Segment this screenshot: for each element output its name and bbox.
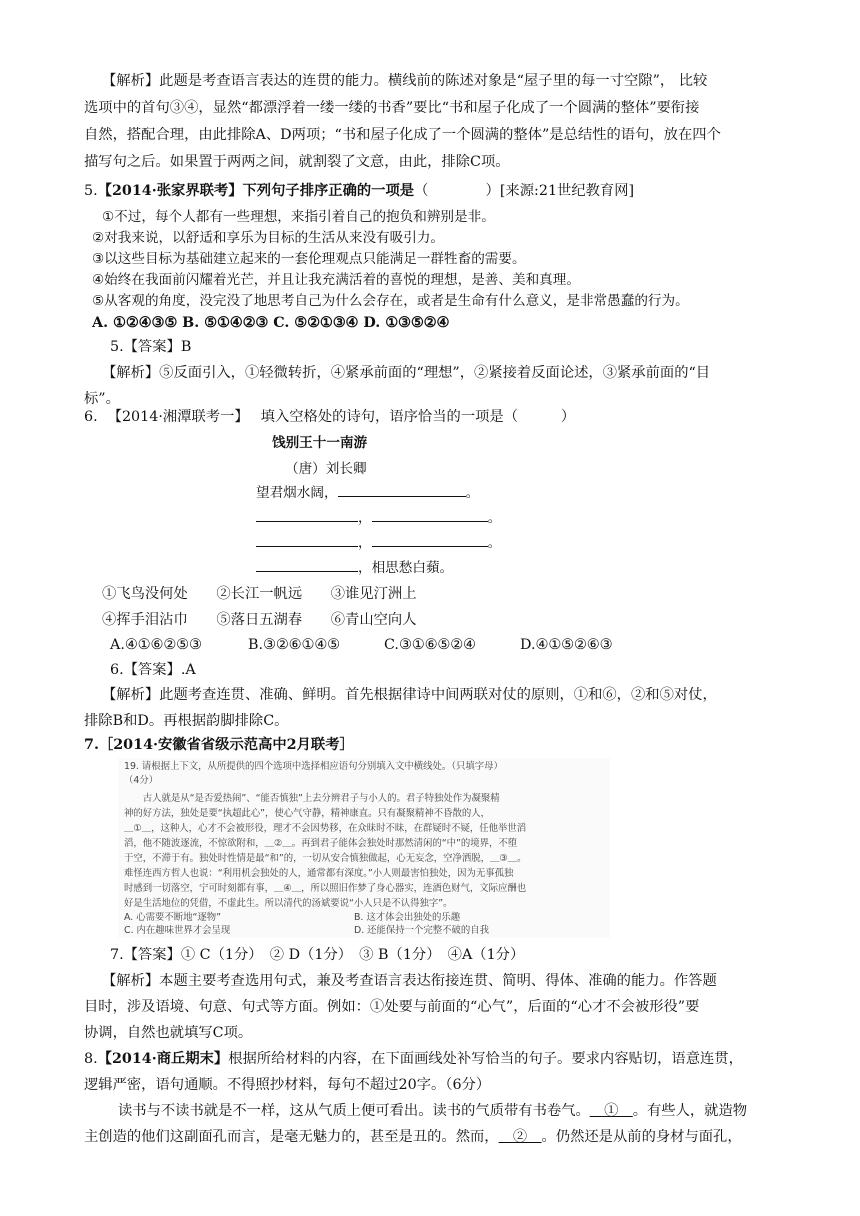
question-8-text-part: 读书与不读书就是不一样，这从气质上便可看出。读书的气质带有书卷气。 bbox=[118, 1103, 590, 1119]
intro-analysis-line: 自然，搭配合理，由此排除A、D两项；“书和屋子化成了一个圆满的整体”是总结性的语句，放在四个 bbox=[84, 127, 721, 143]
question-5-options: A. ①②④③⑤ B. ⑤①④②③ C. ⑤②①③④ D. ①③⑤②④ bbox=[92, 315, 450, 331]
question-8-prompt: 根据所给材料的内容，在下面画线处补写恰当的句子。要求内容贴切，语意连贯， bbox=[228, 1051, 743, 1067]
question-8-stem-cont: 逻辑严密，语句通顺。不得照抄材料，每句不超过20字。（6分） bbox=[84, 1077, 491, 1093]
question-6-option-b: B.③②⑥①④⑤ bbox=[248, 637, 340, 653]
scan-line: 19. 请根据上下文，从所提供的四个选项中选择相应语句分别填入文中横线处。（只填字母） bbox=[124, 761, 503, 772]
question-6-choices: ④挥手泪沾巾 ⑤落日五湖春 ⑥青山空向人 bbox=[102, 612, 417, 628]
question-6-choices: ①飞鸟没何处 ②长江一帆远 ③谁见汀洲上 bbox=[102, 586, 417, 602]
intro-analysis-line: 描写句之后。如果置于两两之间，就割裂了文意，由此，排除C项。 bbox=[84, 154, 510, 170]
question-8-source: 【2014·商丘期末】 bbox=[97, 1051, 229, 1067]
question-8-text-part: 。有些人，就造物 bbox=[632, 1103, 748, 1119]
question-6-analysis: 【解析】此题考查连贯、准确、鲜明。首先根据律诗中间两联对仗的原则，①和⑥，②和⑤对仗， bbox=[102, 687, 717, 703]
question-5-sentence: ②对我来说，以舒适和享乐为目标的生活从来没有吸引力。 bbox=[92, 230, 445, 246]
scan-line: 时感到一切落空，宁可时刻都有事，＿④＿，所以照旧作梦了身心器实，连酒色财气，文际应酬也 bbox=[124, 883, 527, 894]
scan-option: A. 心需要不断地“逐物” bbox=[124, 912, 221, 923]
question-7-header: 7.［2014·安徽省省级示范高中2月联考］ bbox=[84, 737, 354, 753]
scan-option: C. 内在趣味世界才会呈现 bbox=[124, 925, 231, 936]
poem-line-2 bbox=[256, 505, 501, 531]
question-5-source-note: [来源:21世纪教育网] bbox=[499, 183, 635, 199]
question-7-answer: 7.【答案】① C（1分） ② D（1分） ③ B（1分） ④A（1分） bbox=[110, 947, 525, 963]
scan-line: （4分） bbox=[124, 775, 159, 786]
scan-line: 滔，他不随波逐流，不惊欲附和，＿②＿。再到君子能体会独处时那然清闲的“中”的境界，不堕 bbox=[124, 838, 518, 849]
poem-blank bbox=[256, 507, 358, 522]
scan-option: B. 这才体会出独处的乐趣 bbox=[354, 912, 461, 923]
question-5-prompt: 下列句子排序正确的一项是 bbox=[242, 183, 415, 199]
poem-line-1 bbox=[256, 480, 479, 506]
intro-analysis-line: 选项中的首句③④，显然“都漂浮着一缕一缕的书香”要比“书和屋子化成了一个圆满的整体”要衔接 bbox=[84, 100, 700, 116]
scan-line: 于空，不滞于有。独处时性情是最“和”的，一切从安合慎独做起，心无妄念，空净洒脱，＿③＿。 bbox=[124, 853, 527, 864]
scanned-question-image bbox=[118, 758, 610, 938]
poem-line-1-text: 望君烟水阔， bbox=[256, 485, 338, 501]
scan-line: 古人就是从“是否爱热闹”、“能否慎独”上去分辨君子与小人的。君子特独处作为凝聚精 bbox=[124, 793, 500, 804]
question-7-analysis: 【解析】本题主要考查选用句式，兼及考查语言表达衔接连贯、简明、得体、准确的能力。作答题 bbox=[102, 973, 717, 989]
question-6-answer: 6.【答案】.A bbox=[110, 662, 196, 678]
intro-analysis-line: 【解析】此题是考查语言表达的连贯的能力。横线前的陈述对象是“屋子里的每一寸空隙”， 比较 bbox=[102, 73, 708, 89]
poem-line-4-text: ，相思愁白蘋。 bbox=[358, 560, 454, 576]
poem-punct: 。 bbox=[487, 510, 502, 526]
poem-blank bbox=[372, 507, 488, 522]
question-5-analysis: 标”。 bbox=[84, 391, 120, 407]
question-5-blank: （ ） bbox=[414, 183, 500, 199]
question-5-source: 【2014·张家界联考】 bbox=[97, 183, 243, 199]
question-8-text bbox=[118, 1098, 747, 1124]
question-6-option-d: D.④①⑤②⑥③ bbox=[520, 637, 613, 653]
question-5-sentence: ⑤从客观的角度，没完没了地思考自己为什么会存在，或者是生命有什么意义，是非常愚蠢的行为。 bbox=[92, 293, 689, 309]
poem-line-4 bbox=[256, 555, 453, 581]
scan-option: D. 还能保持一个完整不破的自我 bbox=[354, 925, 490, 936]
question-8-blank-1: ＿①＿ bbox=[589, 1103, 633, 1119]
question-8-blank-2: ＿②＿ bbox=[498, 1129, 542, 1145]
poem-punct: ， bbox=[358, 510, 372, 526]
question-6-option-c: C.③①⑥⑤②④ bbox=[384, 637, 476, 653]
poem-line-3 bbox=[256, 530, 501, 556]
question-5-stem bbox=[84, 178, 634, 204]
question-8-text bbox=[84, 1124, 742, 1150]
question-8-text-part: 主创造的他们这副面孔而言，是毫无魅力的，甚至是丑的。然而， bbox=[84, 1129, 499, 1145]
poem-blank bbox=[256, 532, 358, 547]
question-5-number: 5. bbox=[84, 183, 98, 199]
scan-line: 难怪连西方哲人也说：“利用机会独处的人，通常都有深度。”小人则最害怕独处，因为无事孤独 bbox=[124, 868, 514, 879]
question-8-stem bbox=[84, 1046, 743, 1072]
poem-punct: 。 bbox=[487, 535, 502, 551]
question-6-number: 6. bbox=[84, 409, 98, 425]
question-6-stem bbox=[84, 404, 575, 430]
question-5-sentence: ③以这些目标为基础建立起来的一套伦理观点只能满足一群牲畜的需要。 bbox=[92, 251, 526, 267]
question-5-answer: 5.【答案】B bbox=[110, 339, 192, 355]
question-6-source: 【2014·湘潭联考一】 bbox=[107, 409, 249, 425]
scan-line: ＿①＿，这种人，心才不会被形役，理才不会因势移，在众昧时不昧，在群疑时不疑，任他举世滔 bbox=[124, 823, 527, 834]
question-5-sentence: ①不过，每个人都有一些理想，来指引着自己的抱负和辨别是非。 bbox=[102, 209, 495, 225]
scan-line: 好是生活地位的凭借，不虚此生。所以清代的汤斌要说“小人只是不认得独字”。 bbox=[124, 898, 453, 909]
poem-punct: ， bbox=[358, 535, 372, 551]
poem-punct: 。 bbox=[465, 485, 480, 501]
poem-author: （唐）刘长卿 bbox=[285, 461, 367, 477]
question-8-number: 8. bbox=[84, 1051, 98, 1067]
question-7-analysis: 协调，自然也就填写C项。 bbox=[84, 1025, 253, 1041]
scan-line: 神的好方法，独处是要“执超此心”，使心气守静，精神康直。只有凝聚精神不昏散的人， bbox=[124, 808, 490, 819]
poem-blank bbox=[338, 482, 466, 497]
question-8-text-part: 。仍然还是从前的身材与面孔， bbox=[541, 1129, 742, 1145]
question-6-prompt: 填入空格处的诗句，语序恰当的一项是（ ） bbox=[260, 409, 576, 425]
question-5-sentence: ④始终在我面前闪耀着光芒，并且让我充满活着的喜悦的理想，是善、美和真理。 bbox=[92, 272, 580, 288]
question-6-analysis: 排除B和D。再根据韵脚排除C。 bbox=[84, 713, 289, 729]
poem-blank bbox=[256, 557, 358, 572]
poem-title: 饯别王十一南游 bbox=[272, 435, 368, 451]
question-7-analysis: 目时，涉及语境、句意、句式等方面。例如：①处要与前面的“心气”，后面的“心才不会被形役”要 bbox=[84, 999, 700, 1015]
poem-blank bbox=[372, 532, 488, 547]
question-6-option-a: A.④①⑥②⑤③ bbox=[110, 637, 202, 653]
question-5-analysis: 【解析】⑤反面引入，①轻微转折，④紧承前面的“理想”，②紧接着反面论述，③紧承前面的“目 bbox=[102, 365, 711, 381]
